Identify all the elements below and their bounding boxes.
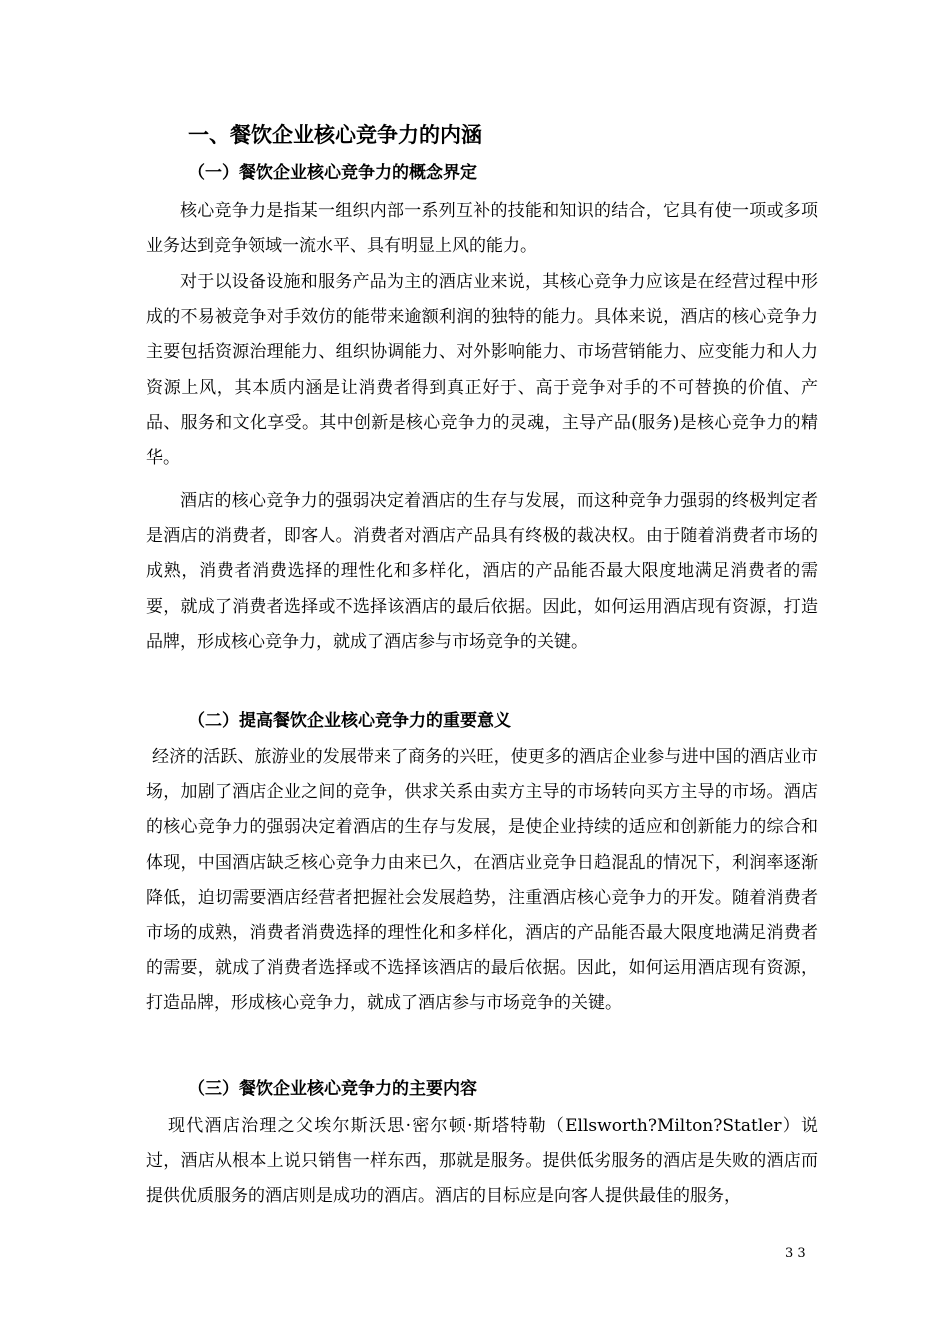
- section-heading-3: （三）餐饮企业核心竞争力的主要内容: [188, 1079, 477, 1099]
- chapter-heading: 一、餐饮企业核心竞争力的内涵: [188, 122, 482, 147]
- paragraph: 核心竞争力是指某一组织内部一系列互补的技能和知识的结合，它具有使一项或多项业务达到竞争领域一流水平、具有明显上风的能力。: [146, 201, 818, 257]
- paragraph: 现代酒店治理之父埃尔斯沃思·密尔顿·斯塔特勒（Ellsworth?Milton?Statler）说过，酒店从根本上说只销售一样东西，那就是服务。提供低劣服务的酒店是失败的酒店而提供优质服务的酒店则是成功的酒店。酒店的目标应是向客人提供最佳的服务，: [146, 1116, 818, 1207]
- section-heading-1: （一）餐饮企业核心竞争力的概念界定: [188, 163, 477, 183]
- paragraph: 经济的活跃、旅游业的发展带来了商务的兴旺，使更多的酒店企业参与进中国的酒店业市场，加剧了酒店企业之间的竞争，供求关系由卖方主导的市场转向买方主导的市场。酒店的核心竞争力的强弱决定着酒店的生存与发展，是使企业持续的适应和创新能力的综合和体现，中国酒店缺乏核心竞争力由来已久，在酒店业竞争日趋混乱的情况下，利润率逐渐降低，迫切需要酒店经营者把握社会发展趋势，注重酒店核心竞争力的开发。随着消费者市场的成熟，消费者消费选择的理性化和多样化，酒店的产品能否最大限度地满足消费者的需要，就成了消费者选择或不选择该酒店的最后依据。因此，如何运用酒店现有资源，打造品牌，形成核心竞争力，就成了酒店参与市场竞争的关键。: [146, 747, 818, 1014]
- page-number: 3 3: [785, 1246, 806, 1261]
- section-heading-2: （二）提高餐饮企业核心竞争力的重要意义: [188, 711, 511, 731]
- paragraph: 酒店的核心竞争力的强弱决定着酒店的生存与发展，而这种竞争力强弱的终极判定者是酒店的消费者，即客人。消费者对酒店产品具有终极的裁决权。由于随着消费者市场的成熟，消费者消费选择的理性化和多样化，酒店的产品能否最大限度地满足消费者的需要，就成了消费者选择或不选择该酒店的最后依据。因此，如何运用酒店现有资源，打造品牌，形成核心竞争力，就成了酒店参与市场竞争的关键。: [146, 491, 818, 652]
- paragraph: 对于以设备设施和服务产品为主的酒店业来说，其核心竞争力应该是在经营过程中形成的不易被竞争对手效仿的能带来逾额利润的独特的能力。具体来说，酒店的核心竞争力主要包括资源治理能力、组织协调能力、对外影响能力、市场营销能力、应变能力和人力资源上风，其本质内涵是让消费者得到真正好于、高于竞争对手的不可替换的价值、产品、服务和文化享受。其中创新是核心竞争力的灵魂，主导产品(服务)是核心竞争力的精华。: [146, 272, 818, 469]
